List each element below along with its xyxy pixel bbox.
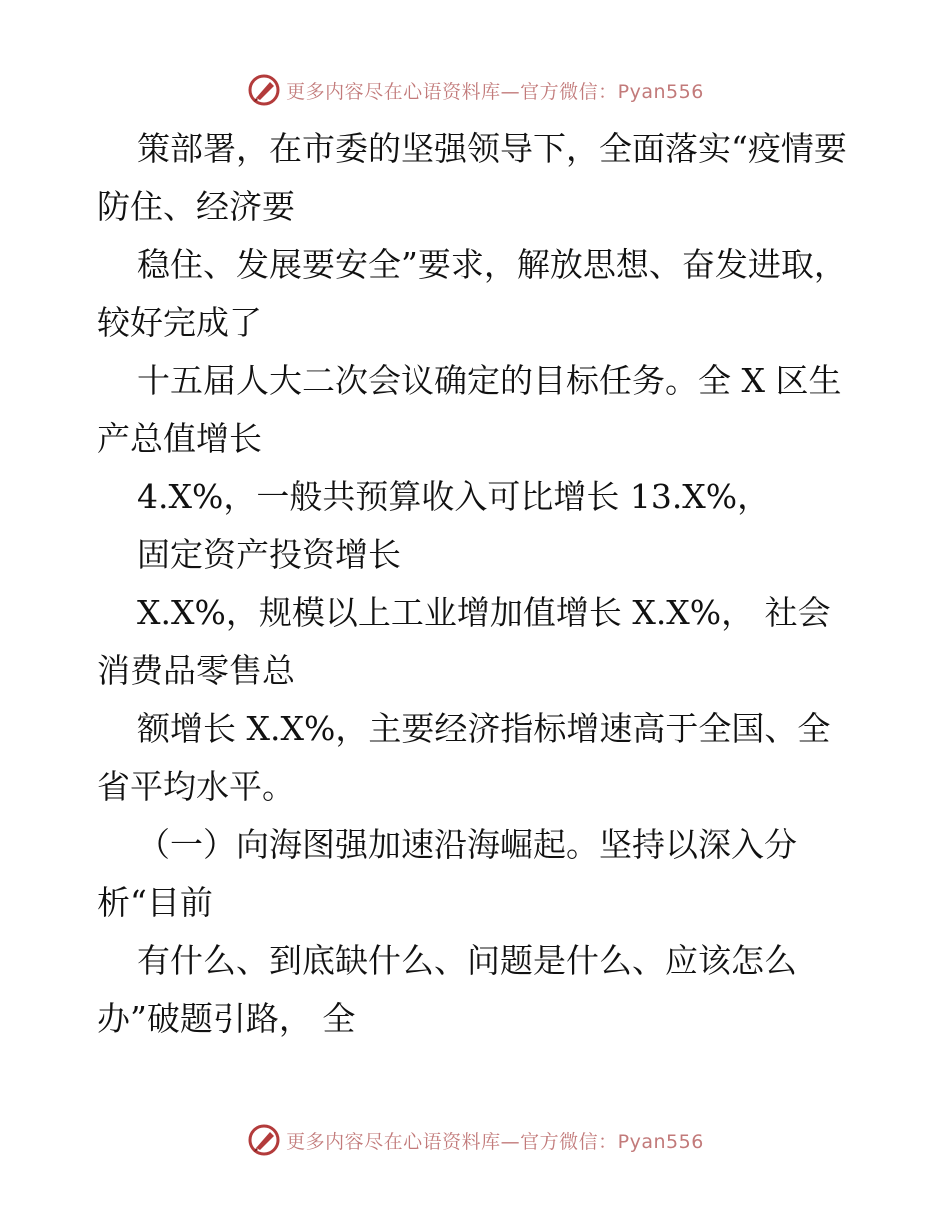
paragraph: 有什么、到底缺什么、问题是什么、应该怎么办”破题引路， 全 [97,941,797,1038]
paragraph: 固定资产投资增长 [137,535,401,574]
paragraph: 稳住、发展要安全”要求，解放思想、奋发进取，较好完成了 [97,245,847,342]
footer-watermark [0,1120,950,1160]
watermark-text: 更多内容尽在心语资料库—官方微信：Pyan556 [286,1130,704,1153]
document-body [97,120,857,1048]
paragraph: 策部署，在市委的坚强领导下，全面落实“疫情要 防住、经济要 [97,129,847,226]
watermark-text: 更多内容尽在心语资料库—官方微信：Pyan556 [286,80,704,103]
paragraph: 额增长 X.X%，主要经济指标增速高于全国、全省平均水平。 [97,709,831,806]
paragraph: X.X%，规模以上工业增加值增长 X.X%， 社会消费品零售总 [97,593,831,690]
paragraph: 十五届人大二次会议确定的目标任务。全 X 区生产总值增长 [97,361,842,458]
paragraph: （一）向海图强加速沿海崛起。坚持以深入分析“目前 [97,825,797,922]
pen-logo-icon [246,1122,282,1158]
header-watermark [0,70,950,110]
paragraph: 4.X%，一般共预算收入可比增长 13.X%， [137,477,771,516]
pen-logo-icon [246,72,282,108]
